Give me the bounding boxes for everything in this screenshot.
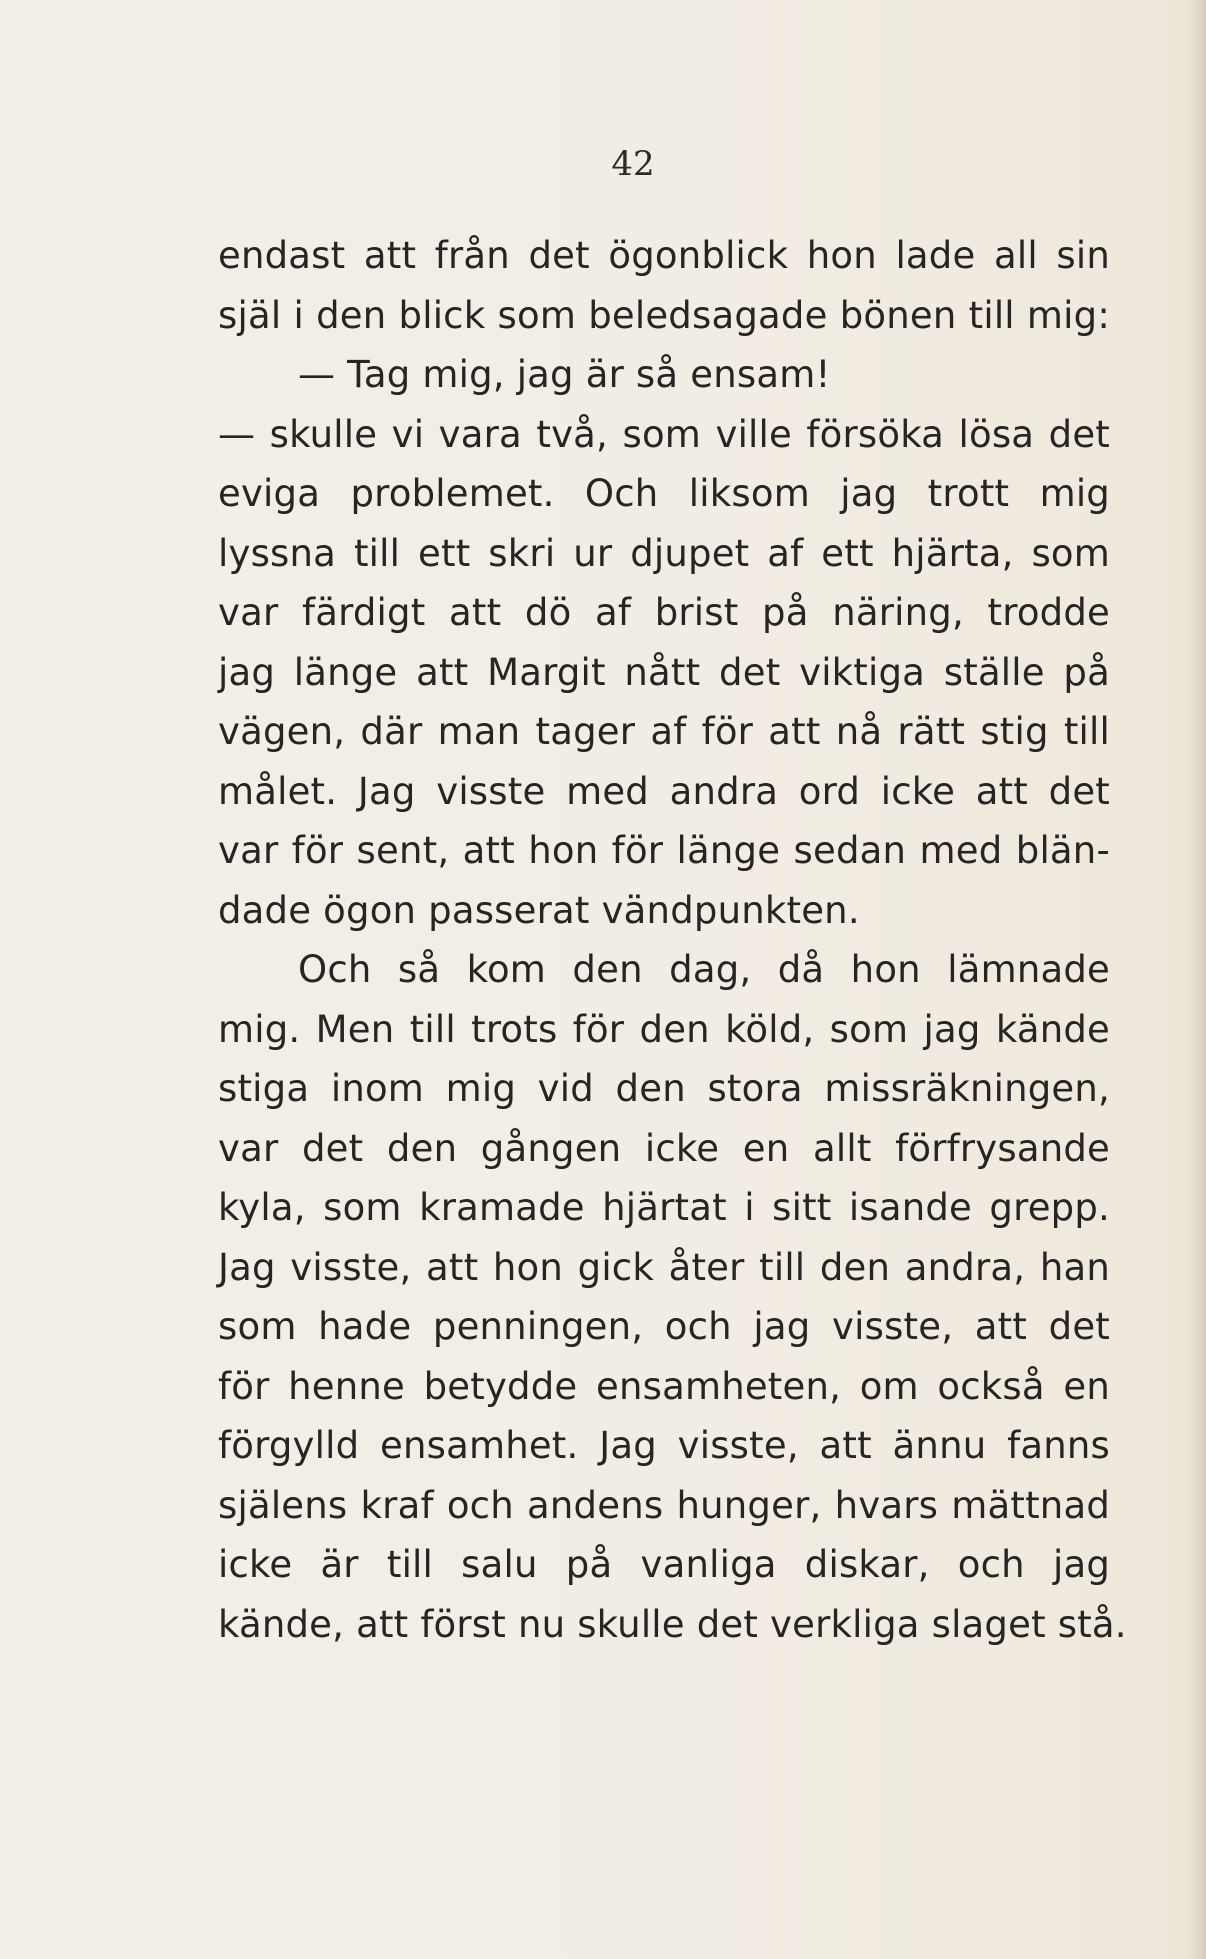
text-line: mig. Men till trots för den köld, som jag kände	[218, 1007, 1110, 1051]
text-line: icke är till salu på vanliga diskar, och jag	[218, 1543, 1110, 1586]
text-line: själ i den blick som beledsagade bönen till mig:	[218, 293, 1110, 337]
text-line: var det den gången icke en allt förfrysande	[218, 1126, 1110, 1170]
text-line: var för sent, att hon för länge sedan med blän-	[218, 829, 1110, 872]
page-edge-shadow	[1192, 0, 1206, 1959]
text-line: endast att från det ögonblick hon lade all sin	[218, 234, 1110, 277]
text-line: vägen, där man tager af för att nå rätt stig till	[218, 710, 1110, 753]
text-line: — skulle vi vara två, som ville försöka lösa det	[218, 412, 1110, 456]
text-line: dade ögon passerat vändpunkten.	[218, 888, 860, 932]
dialogue-line: — Tag mig, jag är så ensam!	[298, 353, 831, 396]
text-line: kände, att först nu skulle det verkliga slaget stå.	[218, 1602, 1127, 1646]
text-line: som hade penningen, och jag visste, att det	[218, 1305, 1110, 1348]
paragraph-start-line: Och så kom den dag, då hon lämnade	[298, 948, 1110, 991]
text-line: jag länge att Margit nått det viktiga ställe på	[218, 650, 1110, 694]
text-line: kyla, som kramade hjärtat i sitt isande grepp.	[218, 1186, 1110, 1229]
text-line: stiga inom mig vid den stora missräkningen,	[218, 1067, 1110, 1110]
page-number: 42	[611, 144, 655, 184]
text-line: lyssna till ett skri ur djupet af ett hjärta, som	[218, 531, 1110, 575]
body-text	[218, 226, 1127, 1654]
text-line: själens kraf och andens hunger, hvars mättnad	[218, 1483, 1110, 1527]
text-line: var färdigt att dö af brist på näring, trodde	[218, 591, 1110, 634]
text-line: Jag visste, att hon gick åter till den andra, han	[218, 1245, 1110, 1289]
text-line: för henne betydde ensamheten, om också en	[218, 1364, 1110, 1408]
text-line: förgylld ensamhet. Jag visste, att ännu fanns	[218, 1424, 1110, 1467]
text-line: eviga problemet. Och liksom jag trott mig	[218, 472, 1110, 515]
text-line: målet. Jag visste med andra ord icke att det	[218, 769, 1110, 813]
